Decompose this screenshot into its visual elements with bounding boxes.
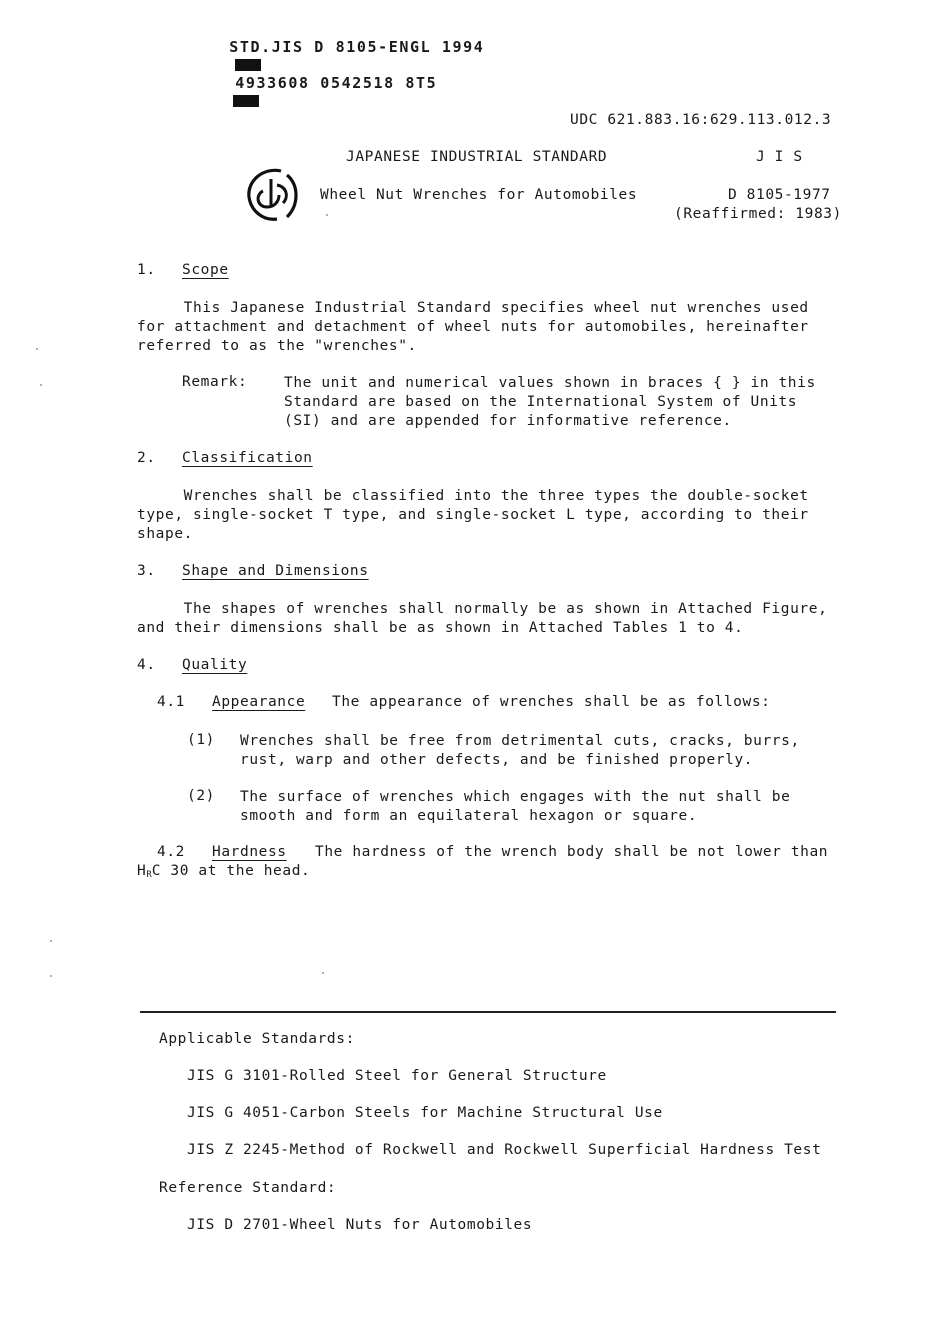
udc-number: UDC 621.883.16:629.113.012.3 [570, 112, 832, 128]
section-3-body: The shapes of wrenches shall normally be as shown in Attached Figure, and their dimensions shall be as shown in Attached Tables 1 to 4. [137, 601, 828, 636]
document-header [208, 20, 484, 110]
applicable-standard-item: JIS Z 2245-Method of Rockwell and Rockwell Superficial Hardness Test [187, 1142, 822, 1158]
remark-label: Remark: [182, 374, 248, 390]
section-1-body: This Japanese Industrial Standard specifies wheel nut wrenches used for attachment and detachment of wheel nuts for automobiles, hereinafter referred to as the "wrenches". [137, 300, 809, 354]
reaffirmed-date: (Reaffirmed: 1983) [674, 206, 842, 222]
remark-body: The unit and numerical values shown in braces { } in this Standard are based on the International System of Units (SI) and are appended for informative reference. [284, 375, 816, 429]
section-3-heading: Shape and Dimensions [182, 563, 369, 579]
section-4-1-body: The appearance of wrenches shall be as follows: [332, 694, 771, 710]
hardness-subscript: R [146, 870, 152, 880]
item-2-number: (2) [187, 788, 215, 804]
scan-speck [322, 972, 324, 974]
applicable-standard-item: JIS G 3101-Rolled Steel for General Structure [187, 1068, 607, 1084]
section-4-1-number: 4.1 [157, 694, 185, 710]
section-4-2-number: 4.2 [157, 844, 185, 860]
black-bar-marker [233, 95, 259, 107]
jis-label: J I S [756, 149, 803, 165]
footer-divider [140, 1011, 836, 1013]
scan-speck [50, 940, 52, 942]
section-4-2-continuation [137, 863, 310, 880]
section-4-1-heading: Appearance [212, 694, 306, 710]
section-4-2-body: The hardness of the wrench body shall be not lower than [315, 844, 829, 860]
section-3-number: 3. [137, 563, 156, 579]
organization-name: JAPANESE INDUSTRIAL STANDARD [346, 149, 608, 165]
scan-speck [40, 384, 42, 386]
section-4-number: 4. [137, 657, 156, 673]
item-1-number: (1) [187, 732, 215, 748]
item-1-body: Wrenches shall be free from detrimental cuts, cracks, burrs, rust, warp and other defects, and be finished properly. [240, 733, 800, 768]
hardness-symbol: H [137, 863, 147, 879]
scan-speck [50, 975, 52, 977]
section-2-heading: Classification [182, 450, 313, 466]
reference-standard-label: Reference Standard: [159, 1180, 337, 1196]
item-2-body: The surface of wrenches which engages with the nut shall be smooth and form an equilateral hexagon or square. [240, 789, 791, 824]
standard-number: D 8105-1977 [728, 187, 831, 203]
header-barcode-digits: 4933608 0542518 8T5 [235, 74, 438, 92]
section-1-heading: Scope [182, 262, 229, 278]
document-title: Wheel Nut Wrenches for Automobiles [320, 187, 638, 203]
applicable-standard-item: JIS G 4051-Carbon Steels for Machine Structural Use [187, 1105, 663, 1121]
header-code: STD.JIS D 8105-ENGL 1994 [229, 38, 485, 56]
section-1-number: 1. [137, 262, 156, 278]
section-2-number: 2. [137, 450, 156, 466]
hardness-value: C 30 at the head. [151, 863, 311, 879]
section-4-2-heading: Hardness [212, 844, 287, 860]
scan-speck [36, 348, 38, 350]
applicable-standards-label: Applicable Standards: [159, 1031, 355, 1047]
reference-standard-item: JIS D 2701-Wheel Nuts for Automobiles [187, 1217, 533, 1233]
section-4-heading: Quality [182, 657, 248, 673]
section-2-body: Wrenches shall be classified into the three types the double-socket type, single-socket T type, and single-socket L type, according to their shape. [137, 488, 809, 542]
jis-logo-icon [222, 146, 284, 208]
scan-speck [326, 214, 328, 216]
black-bar-marker [235, 59, 261, 71]
